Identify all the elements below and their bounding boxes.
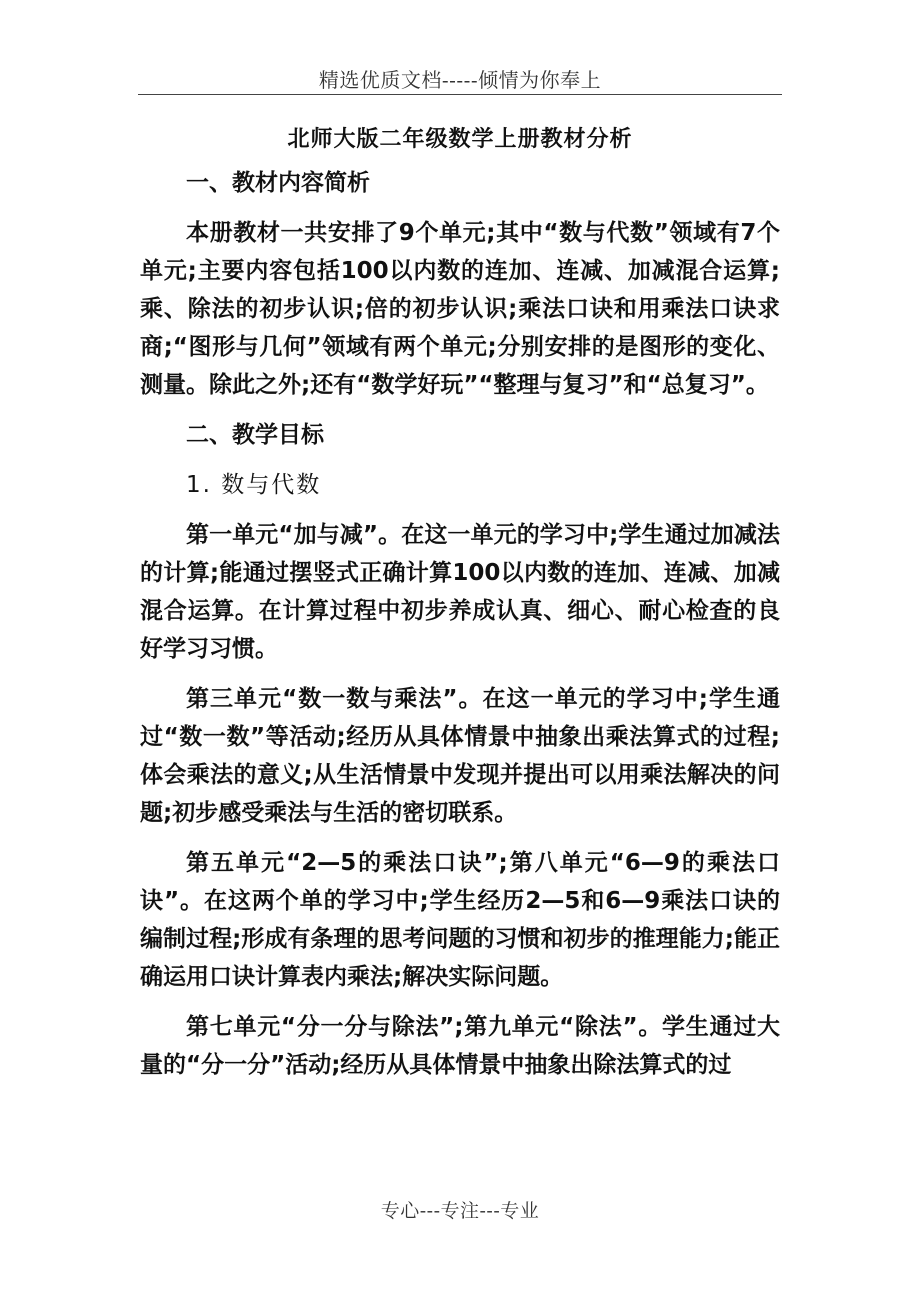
paragraph-unit-one: 第一单元“加与减”。在这一单元的学习中;学生通过加减法的计算;能通过摆竖式正确计算100以内数的连加、连减、加减混合运算。在计算过程中初步养成认真、细心、耐心检查的良好学习习惯。: [140, 522, 780, 662]
section-heading-teaching-goals: 二、教学目标: [186, 422, 324, 448]
page-header: 精选优质文档-----倾情为你奉上: [318, 68, 602, 92]
header-divider: [138, 94, 782, 95]
paragraph-unit-five-eight: 第五单元“2—5的乘法口诀”;第八单元“6—9的乘法口诀”。在这两个单的学习中;学生经历2—5和6—9乘法口诀的编制过程;形成有条理的思考问题的习惯和初步的推理能力;能正确运用口诀计算表内乘法;解决实际问题。: [140, 850, 780, 990]
page-footer: 专心---专注---专业: [380, 1200, 540, 1222]
document-title: 北师大版二年级数学上册教材分析: [287, 127, 633, 152]
paragraph-unit-seven-nine: 第七单元“分一分与除法”;第九单元“除法”。学生通过大量的“分一分”活动;经历从具体情景中抽象出除法算式的过: [140, 1014, 780, 1078]
paragraph-unit-three: 第三单元“数一数与乘法”。在这一单元的学习中;学生通过“数一数”等活动;经历从具体情景中抽象出乘法算式的过程;体会乘法的意义;从生活情景中发现并提出可以用乘法解决的问题;初步感受乘法与生活的密切联系。: [140, 686, 780, 826]
document-body: [140, 164, 780, 1096]
paragraph-content-analysis: 本册教材一共安排了9个单元;其中“数与代数”领域有7个单元;主要内容包括100以内数的连加、连减、加减混合运算;乘、除法的初步认识;倍的初步认识;乘法口诀和用乘法口诀求商;“图形与几何”领域有两个单元;分别安排的是图形的变化、测量。除此之外;还有“数学好玩”“整理与复习”和“总复习”。: [140, 220, 780, 398]
section-heading-content-analysis: 一、教材内容简析: [186, 170, 370, 196]
subheading-number-algebra: 1. 数与代数: [186, 472, 322, 498]
